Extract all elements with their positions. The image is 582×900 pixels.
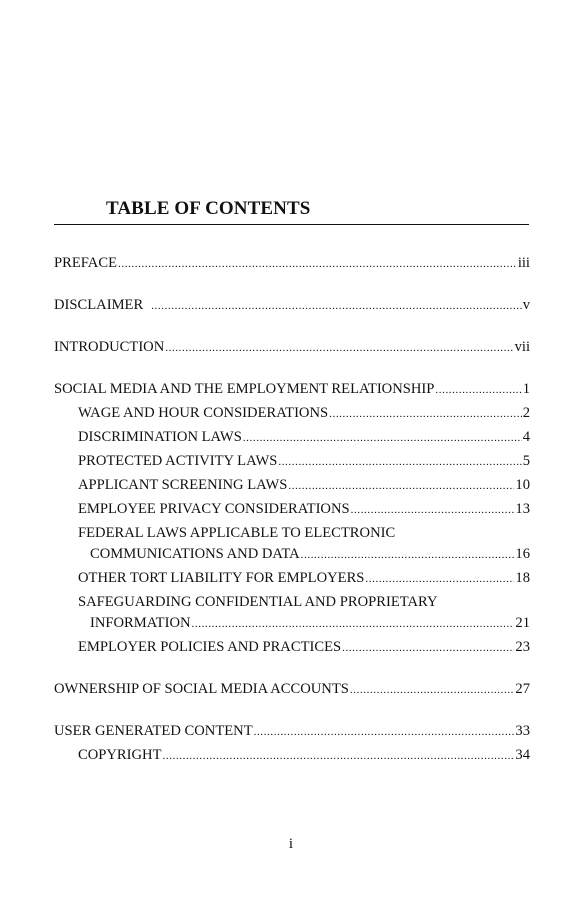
- dot-leader: [342, 638, 514, 658]
- dot-leader: [163, 746, 515, 766]
- toc-entry-page: 10: [515, 477, 530, 493]
- toc-entry-page: 1: [522, 381, 530, 397]
- toc-entry-page: 16: [515, 546, 530, 562]
- toc-entry-discrimination[interactable]: [54, 427, 530, 448]
- dot-leader: [301, 545, 515, 565]
- dot-leader: [192, 614, 515, 634]
- toc-entry-title: WAGE AND HOUR CONSIDERATIONS: [78, 405, 329, 421]
- dot-leader: [254, 722, 515, 742]
- toc-entry-title: SOCIAL MEDIA AND THE EMPLOYMENT RELATIONSHIP: [54, 381, 435, 397]
- toc-entry-introduction[interactable]: [54, 337, 530, 358]
- toc-entry-title: COPYRIGHT: [78, 747, 162, 763]
- toc-entry-title: DISCRIMINATION LAWS: [78, 429, 242, 445]
- toc-entry-page: 21: [515, 615, 530, 631]
- toc-entry-page: iii: [517, 255, 530, 271]
- toc-entry-ownership[interactable]: [54, 679, 530, 700]
- toc-entry-disclaimer[interactable]: [54, 295, 530, 316]
- dot-leader: [243, 428, 522, 448]
- toc-entry-employee-privacy[interactable]: [54, 499, 530, 520]
- dot-leader: [435, 380, 521, 400]
- dot-leader: [165, 338, 513, 358]
- toc-entry-page: 13: [515, 501, 530, 517]
- toc-entry-federal-laws[interactable]: [54, 523, 530, 544]
- toc-entry-federal-laws-cont[interactable]: [54, 544, 530, 565]
- toc-entry-wage-hour[interactable]: [54, 403, 530, 424]
- toc-entry-title: INFORMATION: [90, 615, 191, 631]
- toc-list: [54, 253, 530, 766]
- dot-leader: [288, 476, 514, 496]
- toc-entry-title: APPLICANT SCREENING LAWS: [78, 477, 288, 493]
- toc-heading: TABLE OF CONTENTS: [106, 198, 311, 219]
- page-number: i: [288, 836, 294, 852]
- toc-entry-page: 34: [515, 747, 530, 763]
- dot-leader: [329, 404, 522, 424]
- toc-entry-page: 33: [515, 723, 530, 739]
- toc-entry-title: COMMUNICATIONS AND DATA: [90, 546, 300, 562]
- toc-entry-safeguarding-cont[interactable]: [54, 613, 530, 634]
- toc-entry-page: 23: [515, 639, 530, 655]
- toc-entry-page: 4: [522, 429, 530, 445]
- toc-entry-title: EMPLOYEE PRIVACY CONSIDERATIONS: [78, 501, 350, 517]
- toc-entry-title: OTHER TORT LIABILITY FOR EMPLOYERS: [78, 570, 365, 586]
- dot-leader: [278, 452, 521, 472]
- dot-leader: [118, 254, 517, 274]
- dot-leader: [365, 569, 514, 589]
- toc-entry-protected-activity[interactable]: [54, 451, 530, 472]
- toc-entry-page: 5: [522, 453, 530, 469]
- toc-heading-rule: [54, 198, 529, 225]
- toc-entry-title: EMPLOYER POLICIES AND PRACTICES: [78, 639, 342, 655]
- dot-leader: [151, 296, 522, 316]
- toc-entry-title: INTRODUCTION: [54, 339, 165, 355]
- toc-entry-employer-policies[interactable]: [54, 637, 530, 658]
- toc-entry-preface[interactable]: [54, 253, 530, 274]
- toc-entry-social-media-employment[interactable]: [54, 379, 530, 400]
- toc-entry-title: DISCLAIMER: [54, 297, 144, 313]
- toc-entry-safeguarding[interactable]: [54, 592, 530, 613]
- toc-entry-title: OWNERSHIP OF SOCIAL MEDIA ACCOUNTS: [54, 681, 349, 697]
- toc-entry-page: 2: [522, 405, 530, 421]
- toc-entry-applicant-screening[interactable]: [54, 475, 530, 496]
- toc-entry-tort-liability[interactable]: [54, 568, 530, 589]
- toc-entry-title: PREFACE: [54, 255, 117, 271]
- dot-leader: [350, 680, 515, 700]
- toc-entry-title: USER GENERATED CONTENT: [54, 723, 253, 739]
- toc-entry-page: v: [522, 297, 530, 313]
- toc-entry-page: vii: [514, 339, 530, 355]
- toc-entry-title: SAFEGUARDING CONFIDENTIAL AND PROPRIETARY: [78, 594, 438, 610]
- toc-entry-copyright[interactable]: [54, 745, 530, 766]
- dot-leader: [351, 500, 515, 520]
- toc-entry-page: 18: [515, 570, 530, 586]
- toc-entry-page: 27: [515, 681, 530, 697]
- toc-entry-title: FEDERAL LAWS APPLICABLE TO ELECTRONIC: [78, 525, 396, 541]
- toc-entry-user-generated[interactable]: [54, 721, 530, 742]
- toc-entry-title: PROTECTED ACTIVITY LAWS: [78, 453, 278, 469]
